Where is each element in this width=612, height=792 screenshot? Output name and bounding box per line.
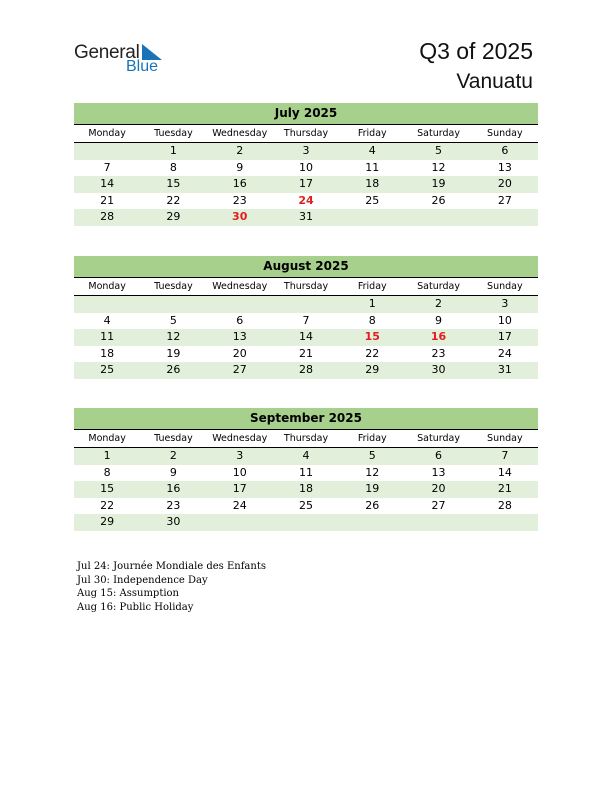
day-cell (207, 514, 273, 531)
logo-blue-text: Blue (126, 58, 159, 75)
day-cell: 13 (497, 160, 512, 174)
weekday-label: Sunday (487, 128, 523, 139)
month-title: July 2025 (74, 103, 538, 125)
day-cell: 5 (435, 144, 443, 157)
day-cell (74, 143, 140, 160)
day-cell: 28 (497, 498, 512, 512)
day-cell: 19 (431, 177, 446, 191)
weekday-label: Monday (88, 281, 126, 292)
day-cell: 17 (298, 177, 313, 191)
weekday-label: Saturday (417, 433, 460, 444)
day-cell (405, 514, 471, 531)
day-cell: 14 (100, 177, 115, 191)
day-cell: 4 (368, 144, 376, 157)
day-cell: 7 (103, 160, 111, 174)
day-cell: 7 (302, 313, 310, 327)
day-cell (140, 296, 206, 313)
month-title: August 2025 (74, 256, 538, 278)
day-cell: 29 (100, 515, 115, 529)
week-row (74, 514, 538, 531)
day-cell: 4 (302, 449, 310, 462)
day-cell: 19 (166, 346, 181, 360)
day-cell: 8 (103, 465, 111, 479)
week-row (74, 209, 538, 226)
day-cell: 28 (100, 210, 115, 224)
weekday-label: Friday (357, 128, 387, 139)
day-cell: 31 (497, 363, 512, 377)
day-cell (472, 209, 538, 226)
page-title: Q3 of 2025 (419, 38, 533, 64)
day-cell: 11 (298, 465, 313, 479)
day-cell: 4 (103, 313, 111, 327)
week-row (74, 296, 538, 313)
day-cell: 24 (232, 498, 247, 512)
day-cell: 1 (103, 449, 111, 462)
week-row (74, 313, 538, 330)
logo-general-text: General (74, 42, 140, 63)
day-cell: 22 (365, 346, 380, 360)
day-cell: 13 (232, 330, 247, 344)
day-cell: 20 (497, 177, 512, 191)
weekday-label: Wednesday (212, 433, 268, 444)
day-cell: 27 (497, 193, 512, 207)
day-cell: 21 (298, 346, 313, 360)
day-cell: 29 (166, 210, 181, 224)
day-cell (273, 514, 339, 531)
day-cell: 24 (497, 346, 512, 360)
day-cell: 28 (298, 363, 313, 377)
week-row (74, 329, 538, 346)
day-cell (339, 514, 405, 531)
day-cell: 2 (169, 449, 177, 462)
week-row (74, 481, 538, 498)
holiday-day-cell: 24 (298, 193, 314, 207)
weekday-label: Sunday (487, 281, 523, 292)
weekday-label: Saturday (417, 128, 460, 139)
day-cell: 29 (365, 363, 380, 377)
holiday-notes (77, 560, 266, 614)
weekday-label: Wednesday (212, 128, 268, 139)
day-cell: 6 (236, 313, 244, 327)
month-calendar (74, 256, 538, 379)
day-cell: 16 (166, 482, 181, 496)
day-cell: 26 (166, 363, 181, 377)
week-row (74, 193, 538, 210)
day-cell: 15 (166, 177, 181, 191)
day-cell (74, 296, 140, 313)
day-cell: 26 (365, 498, 380, 512)
week-row (74, 465, 538, 482)
day-cell: 12 (365, 465, 380, 479)
day-cell: 23 (431, 346, 446, 360)
month-calendar (74, 408, 538, 531)
day-cell: 2 (236, 144, 244, 157)
day-cell: 11 (365, 160, 380, 174)
day-cell: 6 (435, 449, 443, 462)
day-cell: 19 (365, 482, 380, 496)
day-cell: 25 (298, 498, 313, 512)
weekday-label: Friday (357, 281, 387, 292)
day-cell: 22 (166, 193, 181, 207)
day-cell: 22 (100, 498, 115, 512)
day-cell: 9 (236, 160, 244, 174)
day-cell: 20 (232, 346, 247, 360)
day-cell: 25 (365, 193, 380, 207)
weekday-label: Saturday (417, 281, 460, 292)
day-cell: 20 (431, 482, 446, 496)
day-cell: 14 (298, 330, 313, 344)
week-row (74, 160, 538, 177)
weekday-header-row (74, 125, 538, 143)
day-cell: 8 (368, 313, 376, 327)
day-cell: 23 (166, 498, 181, 512)
day-cell: 21 (497, 482, 512, 496)
month-calendar (74, 103, 538, 226)
weekday-label: Thursday (283, 281, 329, 292)
day-cell: 5 (169, 313, 177, 327)
weekday-header-row (74, 430, 538, 448)
day-cell: 8 (169, 160, 177, 174)
weekday-label: Wednesday (212, 281, 268, 292)
holiday-note: Aug 15: Assumption (77, 588, 180, 599)
day-cell (405, 209, 471, 226)
day-cell: 26 (431, 193, 446, 207)
holiday-day-cell: 15 (364, 330, 380, 344)
day-cell (273, 296, 339, 313)
day-cell: 10 (497, 313, 512, 327)
day-cell: 30 (431, 363, 446, 377)
weekday-label: Tuesday (154, 128, 193, 139)
weekday-label: Friday (357, 433, 387, 444)
day-cell (339, 209, 405, 226)
day-cell: 5 (368, 449, 376, 462)
week-row (74, 448, 538, 465)
day-cell: 9 (169, 465, 177, 479)
weekday-label: Thursday (283, 433, 329, 444)
holiday-note: Jul 30: Independence Day (77, 574, 208, 586)
holiday-day-cell: 30 (232, 210, 248, 224)
day-cell: 18 (100, 346, 115, 360)
week-row (74, 362, 538, 379)
day-cell: 3 (302, 144, 310, 157)
holiday-note: Jul 24: Journée Mondiale des Enfants (77, 561, 266, 572)
weekday-label: Tuesday (154, 281, 193, 292)
day-cell: 17 (497, 330, 512, 344)
day-cell: 21 (100, 193, 115, 207)
general-blue-logo (74, 40, 174, 80)
week-row (74, 143, 538, 160)
week-row (74, 498, 538, 515)
day-cell: 12 (166, 330, 181, 344)
day-cell: 3 (236, 449, 244, 462)
day-cell: 15 (100, 482, 115, 496)
day-cell: 1 (368, 297, 376, 310)
week-row (74, 176, 538, 193)
day-cell: 11 (100, 330, 115, 344)
weekday-header-row (74, 278, 538, 296)
day-cell: 10 (232, 465, 247, 479)
week-row (74, 346, 538, 363)
day-cell (207, 296, 273, 313)
day-cell: 1 (169, 144, 177, 157)
day-cell: 23 (232, 193, 247, 207)
weekday-label: Thursday (283, 128, 329, 139)
holiday-note: Aug 16: Public Holiday (77, 601, 194, 613)
day-cell: 14 (497, 465, 512, 479)
weekday-label: Monday (88, 433, 126, 444)
day-cell: 12 (431, 160, 446, 174)
holiday-day-cell: 16 (430, 330, 447, 344)
day-cell: 18 (365, 177, 380, 191)
country-name: Vanuatu (456, 70, 533, 93)
day-cell: 31 (298, 210, 313, 224)
weekday-label: Monday (88, 128, 126, 139)
day-cell: 7 (501, 449, 509, 462)
day-cell: 27 (431, 498, 446, 512)
month-title: September 2025 (74, 408, 538, 430)
weekday-label: Sunday (487, 433, 523, 444)
day-cell: 25 (100, 363, 115, 377)
day-cell: 2 (435, 297, 443, 310)
day-cell: 16 (232, 177, 247, 191)
day-cell: 9 (435, 313, 443, 327)
day-cell: 18 (298, 482, 313, 496)
day-cell (472, 514, 538, 531)
day-cell: 3 (501, 297, 509, 310)
day-cell: 17 (232, 482, 247, 496)
day-cell: 13 (431, 465, 446, 479)
weekday-label: Tuesday (154, 433, 193, 444)
day-cell: 6 (501, 144, 509, 157)
day-cell: 10 (298, 160, 313, 174)
day-cell: 27 (232, 363, 247, 377)
day-cell: 30 (166, 515, 181, 529)
